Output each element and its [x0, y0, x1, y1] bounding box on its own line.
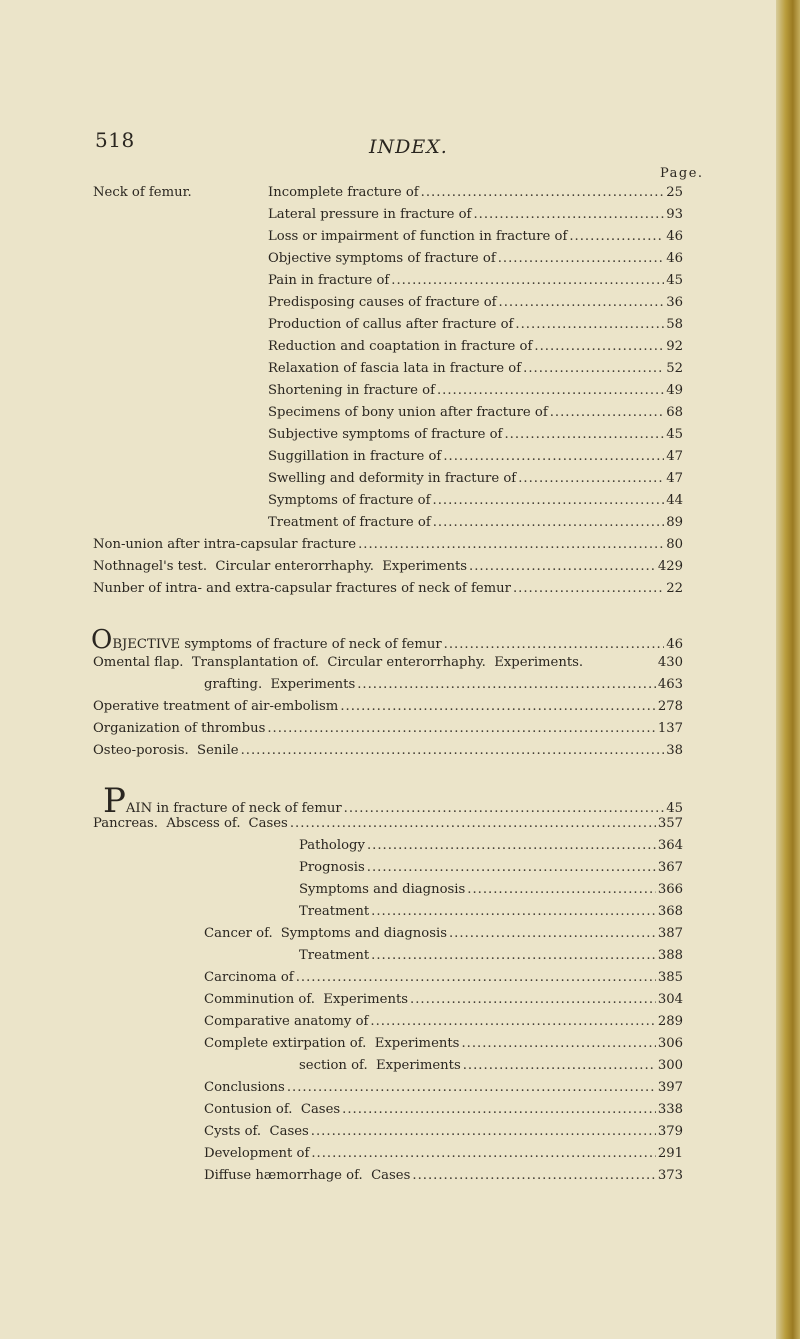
index-entry: [299, 880, 683, 899]
leader-dots: [469, 557, 656, 576]
index-entry: [93, 814, 683, 833]
entry-page: 306: [657, 1036, 683, 1051]
entry-text: Comparative anatomy of: [204, 1014, 369, 1029]
entry-text: Treatment: [299, 948, 370, 963]
index-entry: [204, 1144, 683, 1163]
index-entry: [299, 858, 683, 877]
entry-page: 89: [666, 515, 683, 530]
index-entry: [93, 183, 683, 202]
leader-dots: [569, 227, 664, 246]
index-entry: [204, 990, 683, 1009]
entry-text: Predisposing causes of fracture of: [268, 295, 497, 310]
entry-text: Symptoms of fracture of: [268, 493, 431, 508]
leader-dots: [473, 205, 664, 224]
leader-dots: [367, 836, 656, 855]
entry-page: 300: [657, 1058, 683, 1073]
entry-page: 364: [657, 838, 683, 853]
leader-dots: [371, 902, 656, 921]
entry-text: Pain in fracture of: [268, 273, 390, 288]
entry-page: 22: [666, 581, 683, 596]
index-entry: [204, 1166, 683, 1185]
index-entry: [268, 469, 683, 488]
leader-dots: [449, 924, 656, 943]
entry-page: 338: [657, 1102, 683, 1117]
leader-dots: [371, 946, 656, 965]
leader-dots: [518, 469, 664, 488]
entry-page: 373: [657, 1168, 683, 1183]
entry-page: 44: [666, 493, 683, 508]
leader-dots: [467, 880, 656, 899]
entry-page: 46: [666, 251, 683, 266]
index-entry: [268, 447, 683, 466]
leader-dots: [410, 990, 656, 1009]
entry-page: 47: [666, 471, 683, 486]
entry-page: 379: [657, 1124, 683, 1139]
index-entry: [93, 697, 683, 716]
leader-dots: [287, 1078, 656, 1097]
drop-initial: P: [103, 781, 126, 821]
entry-text: Comminution of. Experiments: [204, 992, 409, 1007]
entry-page: 46: [666, 229, 683, 244]
page-number: 518: [95, 128, 135, 152]
index-entry: [268, 359, 683, 378]
leader-dots: [340, 697, 656, 716]
entry-lead: Pancreas. Abscess of.: [93, 816, 241, 831]
entry-page: 429: [657, 559, 683, 574]
entry-text: Subjective symptoms of fracture of: [268, 427, 503, 442]
entry-page: 388: [657, 948, 683, 963]
leader-dots: [267, 719, 655, 738]
entry-page: 68: [666, 405, 683, 420]
index-entry: [268, 381, 683, 400]
leader-dots: [550, 403, 665, 422]
leader-dots: [513, 579, 664, 598]
leader-dots: [499, 293, 665, 312]
entry-page: 278: [657, 699, 683, 714]
entry-page: 366: [657, 882, 683, 897]
entry-page: 45: [666, 801, 683, 816]
entry-text: BJECTIVE symptoms of fracture of neck of femur: [112, 637, 442, 652]
entry-text: Incomplete fracture of: [268, 185, 419, 200]
leader-dots: [534, 337, 664, 356]
entry-text: Pathology: [299, 838, 365, 853]
entry-text: Swelling and deformity in fracture of: [268, 471, 517, 486]
entry-page: 80: [666, 537, 683, 552]
index-entry: [204, 1122, 683, 1141]
entry-text: Production of callus after fracture of: [268, 317, 514, 332]
entry-text: Objective symptoms of fracture of: [268, 251, 496, 266]
index-entry: [268, 513, 683, 532]
page-column-label: Page.: [660, 166, 704, 181]
entry-text: Omental flap. Transplantation of. Circular enterorrhaphy. Experiments.: [93, 655, 584, 670]
index-entry: [204, 1012, 683, 1031]
index-entry: [268, 491, 683, 510]
entry-page: 291: [657, 1146, 683, 1161]
entry-text: Nothnagel's test. Circular enterorrhaphy. Experiments: [93, 559, 468, 574]
entry-page: 52: [666, 361, 683, 376]
entry-text: Contusion of. Cases: [204, 1102, 341, 1117]
leader-dots: [523, 359, 664, 378]
running-head: INDEX.: [369, 136, 448, 158]
leader-dots: [437, 381, 664, 400]
entry-text: AIN in fracture of neck of femur: [125, 801, 342, 816]
index-entry: [268, 249, 683, 268]
entry-text: Shortening in fracture of: [268, 383, 435, 398]
entry-text: Treatment of fracture of: [268, 515, 431, 530]
entry-text: Complete extirpation of. Experiments: [204, 1036, 460, 1051]
entry-page: 58: [666, 317, 683, 332]
entry-text: Loss or impairment of function in fracture of: [268, 229, 568, 244]
index-entry: [93, 535, 683, 554]
leader-dots: [498, 249, 664, 268]
leader-dots: [367, 858, 656, 877]
index-entry: [299, 836, 683, 855]
index-entry: [268, 337, 683, 356]
entry-page: 46: [666, 637, 683, 652]
entry-text: Lateral pressure in fracture of: [268, 207, 472, 222]
entry-text: Prognosis: [299, 860, 365, 875]
entry-text: grafting. Experiments: [204, 677, 356, 692]
index-entry: [204, 1100, 683, 1119]
entry-page: 93: [666, 207, 683, 222]
entry-text: Relaxation of fascia lata in fracture of: [268, 361, 522, 376]
leader-dots: [444, 635, 665, 654]
entry-text: Organization of thrombus: [93, 721, 266, 736]
leader-dots: [515, 315, 664, 334]
index-entry: [268, 315, 683, 334]
leader-dots: [357, 675, 656, 694]
entry-text: section of. Experiments: [299, 1058, 461, 1073]
entry-lead: Cancer of.: [204, 926, 273, 941]
index-entry: [204, 1078, 683, 1097]
index-entry: [93, 579, 683, 598]
leader-dots: [290, 814, 656, 833]
entry-page: 430: [657, 655, 683, 670]
entry-page: 397: [657, 1080, 683, 1095]
leader-dots: [241, 741, 665, 760]
leader-dots: [443, 447, 664, 466]
leader-dots: [391, 271, 664, 290]
leader-dots: [433, 491, 665, 510]
entry-page: 289: [657, 1014, 683, 1029]
leader-dots: [342, 1100, 656, 1119]
entry-page: 463: [657, 677, 683, 692]
leader-dots: [296, 968, 656, 987]
index-entry: [93, 653, 683, 672]
entry-page: 367: [657, 860, 683, 875]
leader-dots: [311, 1122, 656, 1141]
entry-page: 357: [657, 816, 683, 831]
entry-page: 137: [657, 721, 683, 736]
leader-dots: [358, 535, 664, 554]
entry-text: Diffuse hæmorrhage of. Cases: [204, 1168, 411, 1183]
entry-text: Reduction and coaptation in fracture of: [268, 339, 533, 354]
entry-page: 45: [666, 427, 683, 442]
entry-text: Specimens of bony union after fracture of: [268, 405, 548, 420]
leader-dots: [461, 1034, 655, 1053]
index-entry: [299, 1056, 683, 1075]
leader-dots: [463, 1056, 656, 1075]
leader-dots: [311, 1144, 655, 1163]
index-entry: [93, 741, 683, 760]
index-entry: [103, 781, 683, 821]
index-entry: [268, 271, 683, 290]
leader-dots: [421, 183, 665, 202]
index-entry: [91, 625, 683, 655]
entry-page: 385: [657, 970, 683, 985]
index-entry: [204, 968, 683, 987]
entry-text: Suggillation in fracture of: [268, 449, 442, 464]
entry-page: 304: [657, 992, 683, 1007]
entry-lead: Neck of femur.: [93, 185, 192, 200]
entry-page: 387: [657, 926, 683, 941]
index-entry: [299, 946, 683, 965]
leader-dots: [412, 1166, 655, 1185]
entry-page: 25: [666, 185, 683, 200]
entry-text: Cases: [248, 816, 288, 831]
entry-page: 368: [657, 904, 683, 919]
entry-text: Carcinoma of: [204, 970, 294, 985]
entry-text: Symptoms and diagnosis: [280, 926, 447, 941]
index-entry: [93, 557, 683, 576]
index-entry: [204, 675, 683, 694]
index-entry: [268, 227, 683, 246]
entry-text: Cysts of. Cases: [204, 1124, 309, 1139]
index-entry: [299, 902, 683, 921]
index-entry: [268, 293, 683, 312]
entry-text: Nunber of intra- and extra-capsular fractures of neck of femur: [93, 581, 511, 596]
index-entry: [204, 924, 683, 943]
entry-text: Treatment: [299, 904, 370, 919]
index-entry: [93, 719, 683, 738]
entry-text: Conclusions: [204, 1080, 285, 1095]
page-edge: [776, 0, 800, 1339]
leader-dots: [370, 1012, 655, 1031]
entry-text: Symptoms and diagnosis: [299, 882, 466, 897]
entry-text: Development of: [204, 1146, 310, 1161]
leader-dots: [504, 425, 664, 444]
entry-text: Non-union after intra-capsular fracture: [93, 537, 357, 552]
entry-page: 49: [666, 383, 683, 398]
entry-text: Osteo-porosis. Senile: [93, 743, 239, 758]
index-entry: [204, 1034, 683, 1053]
drop-initial: O: [91, 625, 113, 655]
leader-dots: [433, 513, 664, 532]
index-entry: [268, 205, 683, 224]
entry-page: 47: [666, 449, 683, 464]
entry-page: 38: [666, 743, 683, 758]
entry-page: 45: [666, 273, 683, 288]
index-entry: [268, 403, 683, 422]
entry-page: 36: [666, 295, 683, 310]
entry-text: Operative treatment of air-embolism: [93, 699, 339, 714]
entry-page: 92: [666, 339, 683, 354]
index-entry: [268, 425, 683, 444]
